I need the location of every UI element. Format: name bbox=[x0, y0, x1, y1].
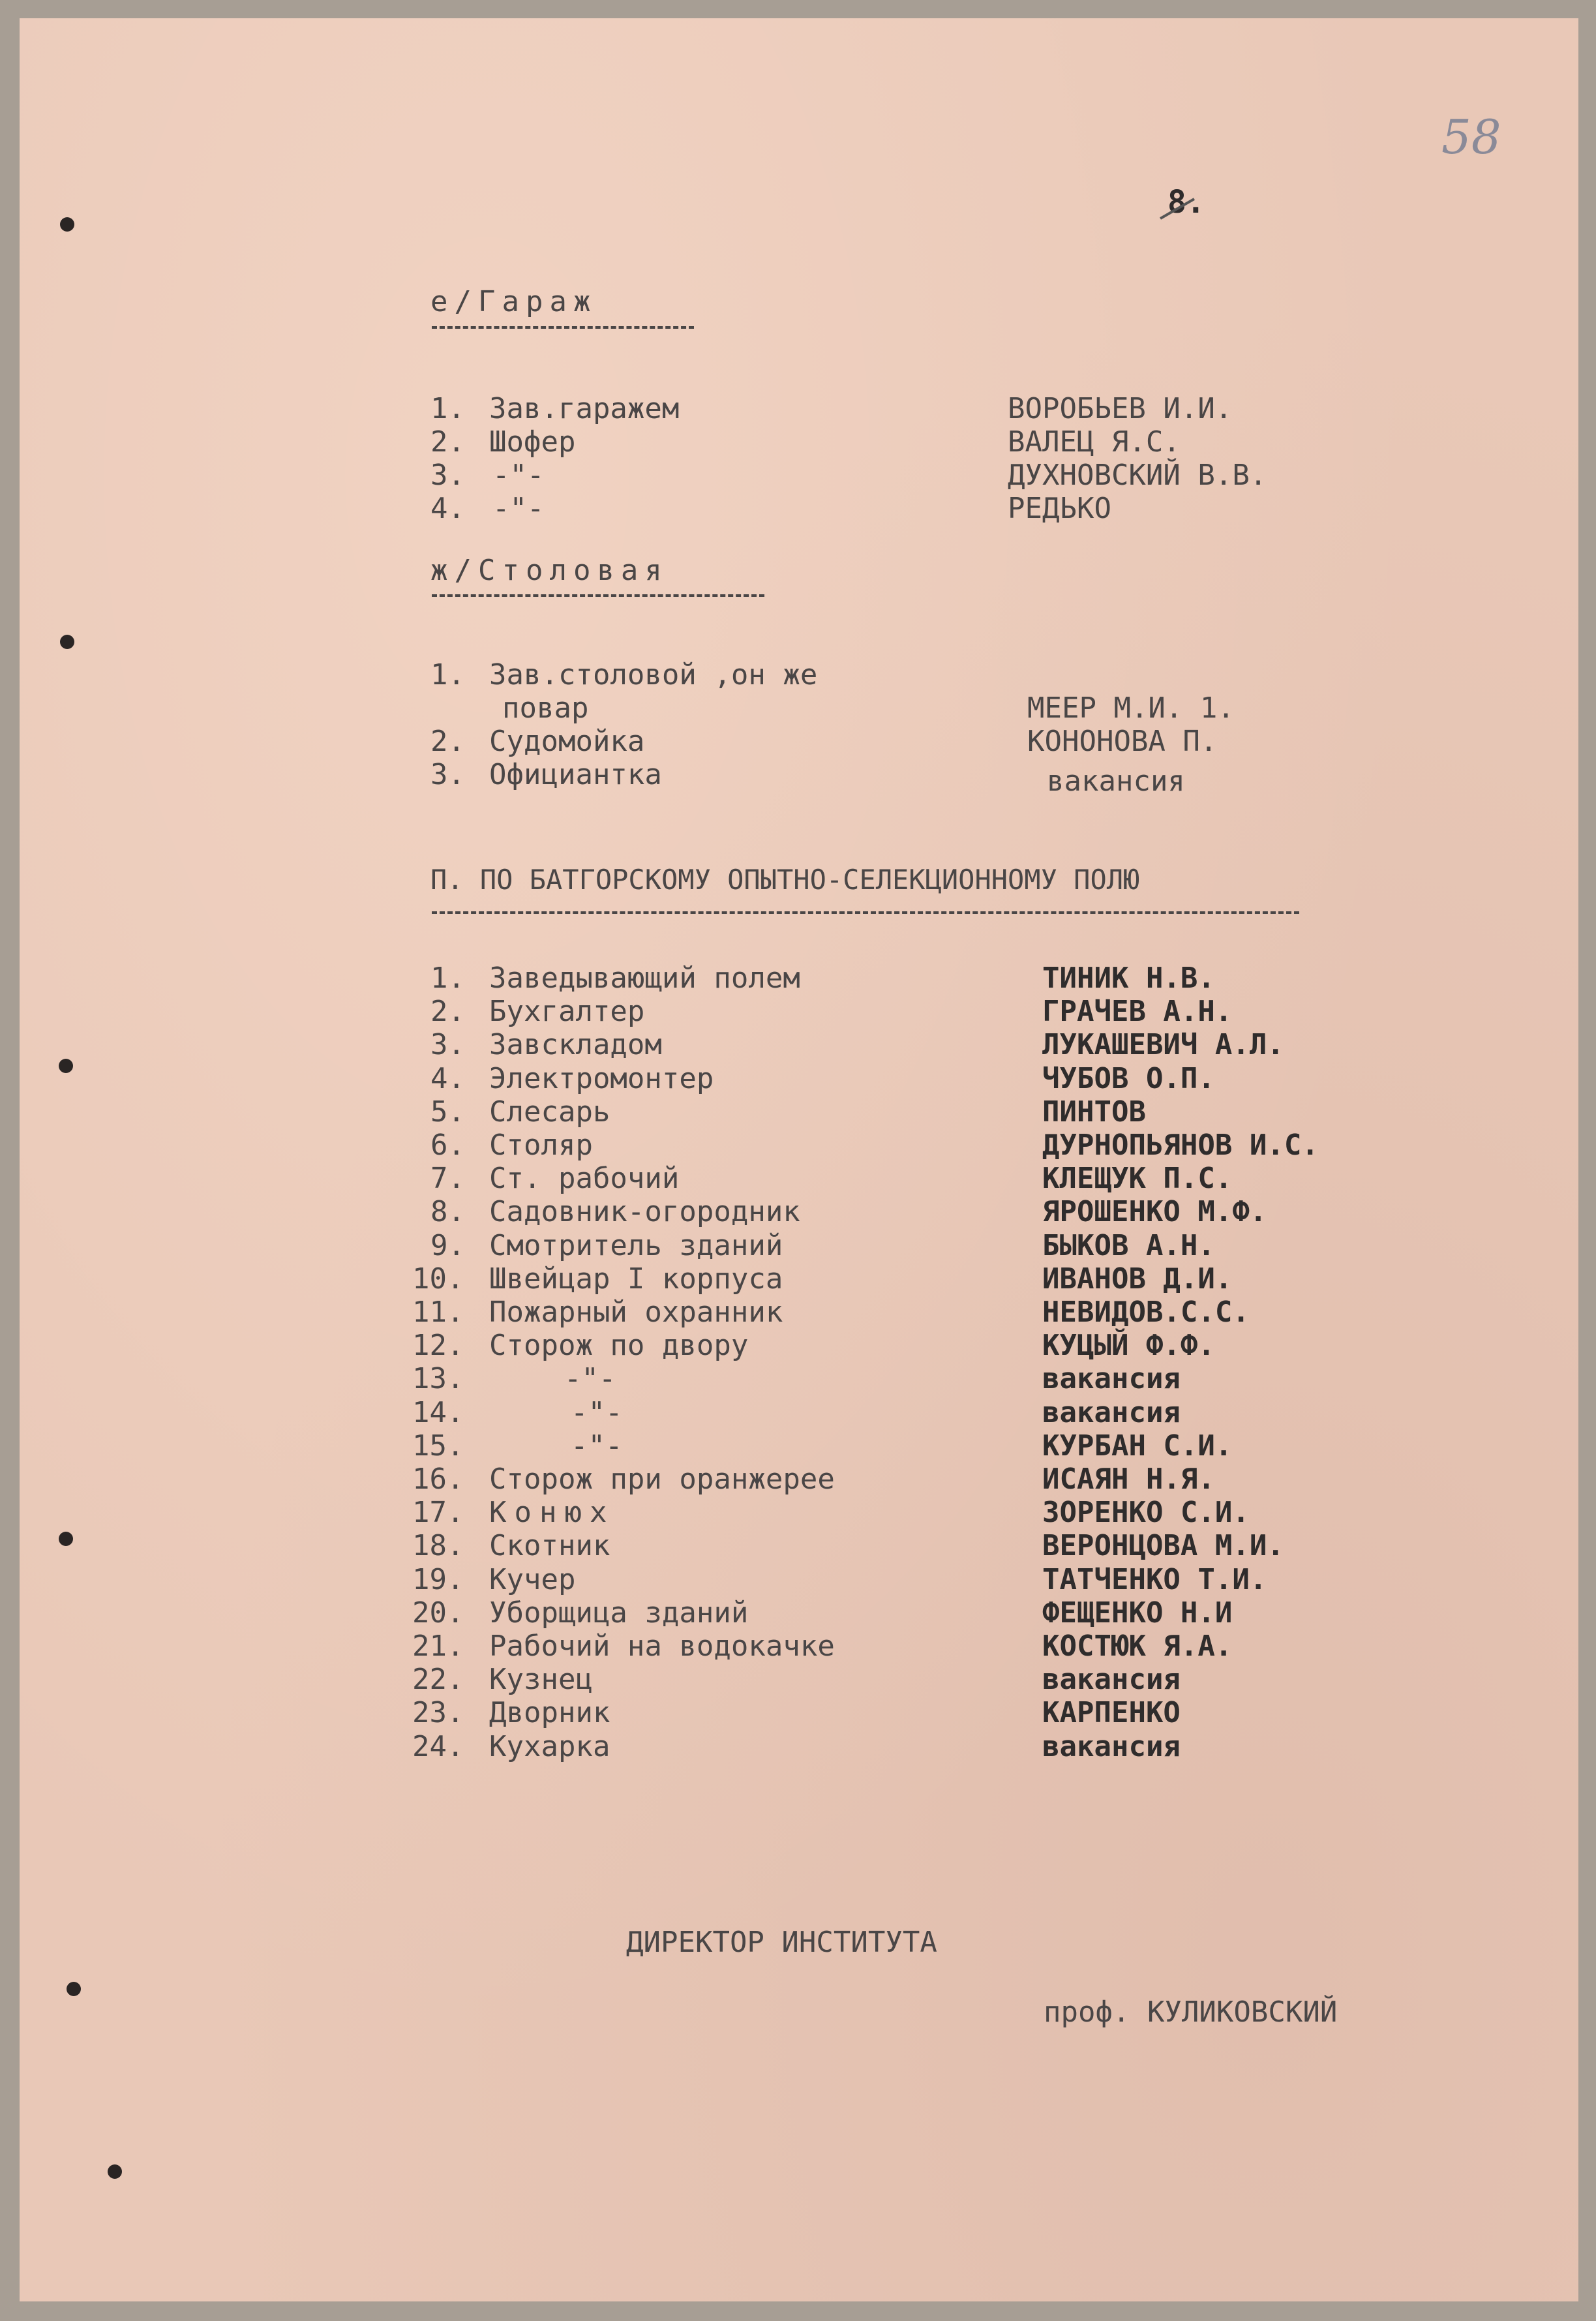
list-item-number: 12. bbox=[412, 1329, 464, 1362]
list-item-position: Смотритель зданий bbox=[489, 1229, 783, 1262]
list-item-name: вакансия bbox=[1042, 1362, 1181, 1395]
list-item-number: 5. bbox=[430, 1095, 465, 1129]
list-item-name: КАРПЕНКО bbox=[1042, 1696, 1181, 1729]
list-item-name: ДУХНОВСКИЙ В.В. bbox=[1008, 459, 1267, 492]
list-item-number: 15. bbox=[412, 1429, 464, 1463]
list-item-position: Слесарь bbox=[489, 1095, 610, 1129]
list-item-position: Скотник bbox=[489, 1529, 610, 1562]
list-item-name: КОНОНОВА П. bbox=[1027, 725, 1218, 758]
list-item-position: Зав.гаражем bbox=[489, 392, 680, 425]
list-item-number: 3. bbox=[430, 459, 465, 492]
list-item-name: МЕЕР М.И. 1. bbox=[1027, 691, 1235, 725]
list-item-position: Рабочий на водокачке bbox=[489, 1630, 835, 1663]
list-item-position: Электромонтер bbox=[489, 1062, 714, 1095]
list-item-name: ФЕЩЕНКО Н.И bbox=[1042, 1596, 1233, 1630]
list-item-name: вакансия bbox=[1042, 1396, 1181, 1429]
list-item-position: Официантка bbox=[489, 758, 662, 791]
list-item-name: ТАТЧЕНКО Т.И. bbox=[1042, 1563, 1267, 1596]
list-item-position: Садовник-огородник bbox=[489, 1195, 800, 1228]
punch-hole bbox=[60, 217, 74, 232]
list-item-name: ИСАЯН Н.Я. bbox=[1042, 1463, 1215, 1496]
list-item-number: 21. bbox=[412, 1630, 464, 1663]
list-item-position: Кучер bbox=[489, 1563, 576, 1596]
list-item-number: 13. bbox=[412, 1362, 464, 1395]
punch-hole bbox=[59, 1059, 73, 1073]
list-item-position: Конюх bbox=[489, 1496, 615, 1529]
punch-hole bbox=[67, 1982, 81, 1996]
section-heading-canteen: ж/Столовая bbox=[430, 554, 669, 587]
document-sheet bbox=[20, 18, 1578, 2301]
list-item-name: вакансия bbox=[1047, 765, 1185, 798]
section-heading-garage: е/Гараж bbox=[430, 285, 597, 318]
list-item-number: 9. bbox=[430, 1229, 465, 1262]
list-item-number: 3. bbox=[430, 1028, 465, 1061]
list-item-number: 24. bbox=[412, 1730, 464, 1763]
list-item-number: 6. bbox=[430, 1129, 465, 1162]
list-item-name: КУРБАН С.И. bbox=[1042, 1429, 1233, 1463]
list-item-number: 8. bbox=[430, 1195, 465, 1228]
list-item-number: 2. bbox=[430, 995, 465, 1028]
list-item-position: -"- bbox=[564, 1362, 616, 1395]
section-heading-field: П. ПО БАТГОРСКОМУ ОПЫТНО-СЕЛЕКЦИОННОМУ ПОЛЮ bbox=[430, 864, 1140, 896]
list-item-name: ВАЛЕЦ Я.С. bbox=[1008, 425, 1181, 459]
list-item-name: ТИНИК Н.В. bbox=[1042, 962, 1215, 995]
list-item-position: Столяр bbox=[489, 1129, 593, 1162]
list-item-name: НЕВИДОВ.С.С. bbox=[1042, 1296, 1250, 1329]
list-item-position: -"- bbox=[492, 459, 545, 492]
list-item-number: 4. bbox=[430, 1062, 465, 1095]
list-item-number: 16. bbox=[412, 1463, 464, 1496]
list-item-position: Сторож при оранжерее bbox=[489, 1463, 835, 1496]
list-item-number: 1. bbox=[430, 658, 465, 691]
list-item-number: 17. bbox=[412, 1496, 464, 1529]
list-item-number: 4. bbox=[430, 492, 465, 525]
heading-underline bbox=[432, 326, 694, 329]
list-item-number: 1. bbox=[430, 962, 465, 995]
list-item-name: вакансия bbox=[1042, 1730, 1181, 1763]
list-item-position: Швейцар I корпуса bbox=[489, 1262, 783, 1296]
list-item-number: 20. bbox=[412, 1596, 464, 1630]
list-item-position: Пожарный охранник bbox=[489, 1296, 783, 1329]
list-item-position: Уборщица зданий bbox=[489, 1596, 749, 1630]
list-item-name: ЧУБОВ О.П. bbox=[1042, 1062, 1215, 1095]
list-item-position: Сторож по двору bbox=[489, 1329, 749, 1362]
list-item-name: ЛУКАШЕВИЧ А.Л. bbox=[1042, 1028, 1284, 1061]
list-item-number: 22. bbox=[412, 1663, 464, 1696]
list-item-position: Шофер bbox=[489, 425, 576, 459]
list-item-position: Бухгалтер bbox=[489, 995, 645, 1028]
list-item-name: РЕДЬКО bbox=[1008, 492, 1111, 525]
page-number: 8. bbox=[1167, 184, 1205, 220]
list-item-name: ДУРНОПЬЯНОВ И.С. bbox=[1042, 1129, 1319, 1162]
list-item-position: Ст. рабочий bbox=[489, 1162, 680, 1195]
list-item-name: КУЦЫЙ Ф.Ф. bbox=[1042, 1329, 1215, 1362]
list-item-number: 11. bbox=[412, 1296, 464, 1329]
list-item-number: 19. bbox=[412, 1563, 464, 1596]
list-item-number: 18. bbox=[412, 1529, 464, 1562]
list-item-position: Заведывающий полем bbox=[489, 962, 800, 995]
list-item-position: -"- bbox=[571, 1396, 623, 1429]
list-item-position: Дворник bbox=[489, 1696, 610, 1729]
heading-underline bbox=[432, 911, 1299, 914]
punch-hole bbox=[60, 635, 74, 649]
list-item-position: Судомойка bbox=[489, 725, 645, 758]
list-item-number: 14. bbox=[412, 1396, 464, 1429]
list-item-name: ВОРОБЬЕВ И.И. bbox=[1008, 392, 1233, 425]
list-item-name: ИВАНОВ Д.И. bbox=[1042, 1262, 1233, 1296]
list-item-number: 7. bbox=[430, 1162, 465, 1195]
list-item-number: 23. bbox=[412, 1696, 464, 1729]
list-item-position-cont: повар bbox=[502, 691, 589, 725]
list-item-number: 10. bbox=[412, 1262, 464, 1296]
list-item-name: КЛЕЩУК П.С. bbox=[1042, 1162, 1233, 1195]
punch-hole bbox=[59, 1532, 73, 1546]
list-item-name: ЯРОШЕНКО М.Ф. bbox=[1042, 1195, 1267, 1228]
list-item-name: ПИНТОВ bbox=[1042, 1095, 1146, 1129]
list-item-number: 2. bbox=[430, 725, 465, 758]
heading-underline bbox=[432, 594, 764, 597]
list-item-name: ГРАЧЕВ А.Н. bbox=[1042, 995, 1233, 1028]
list-item-name: вакансия bbox=[1042, 1663, 1181, 1696]
list-item-position: -"- bbox=[571, 1429, 623, 1463]
list-item-position: Зав.столовой ,он же bbox=[489, 658, 818, 691]
list-item-number: 2. bbox=[430, 425, 465, 459]
punch-hole bbox=[108, 2164, 122, 2179]
list-item-position: Завскладом bbox=[489, 1028, 662, 1061]
list-item-number: 3. bbox=[430, 758, 465, 791]
list-item-position: Кухарка bbox=[489, 1730, 610, 1763]
signature-name: проф. КУЛИКОВСКИЙ bbox=[1044, 1995, 1338, 2029]
archive-number: 58 bbox=[1441, 110, 1501, 164]
list-item-position: Кузнец bbox=[489, 1663, 593, 1696]
list-item-number: 1. bbox=[430, 392, 465, 425]
signature-title: ДИРЕКТОР ИНСТИТУТА bbox=[626, 1926, 937, 1959]
list-item-name: ВЕРОНЦОВА М.И. bbox=[1042, 1529, 1284, 1562]
list-item-name: БЫКОВ А.Н. bbox=[1042, 1229, 1215, 1262]
list-item-position: -"- bbox=[492, 492, 545, 525]
list-item-name: КОСТЮК Я.А. bbox=[1042, 1630, 1233, 1663]
list-item-name: ЗОРЕНКО С.И. bbox=[1042, 1496, 1250, 1529]
